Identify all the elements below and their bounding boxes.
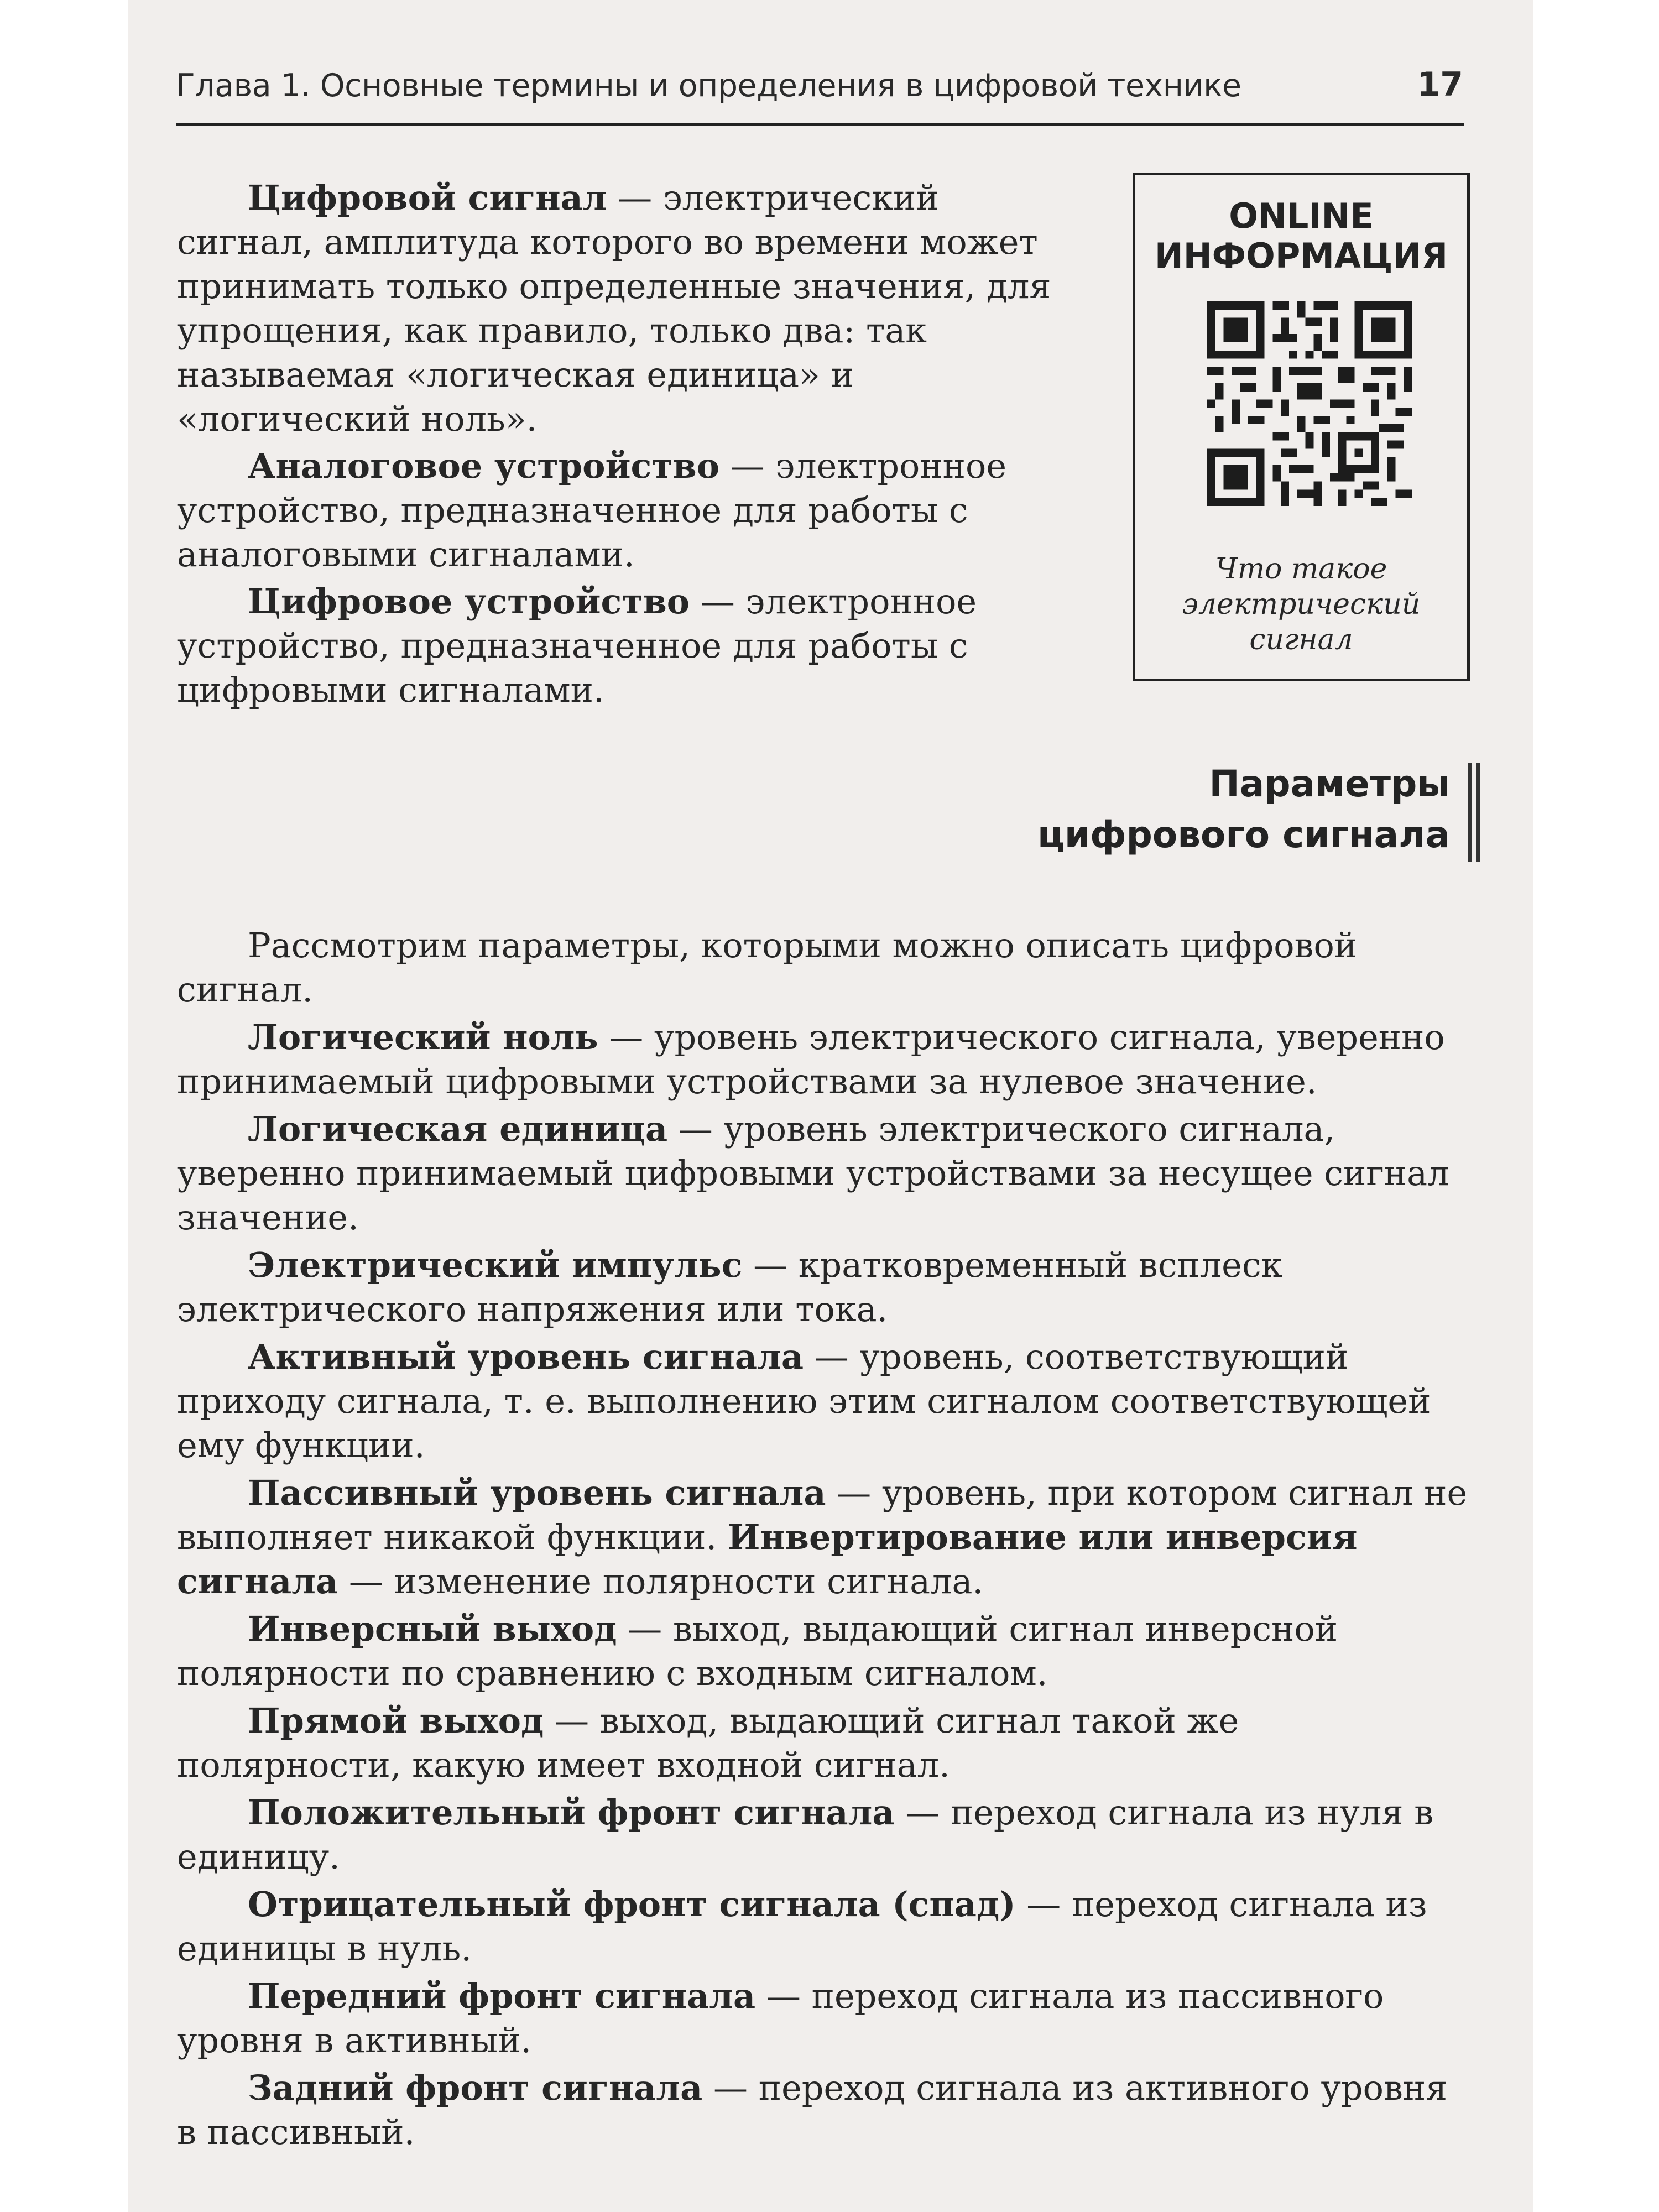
definition-text: — изменение полярности сигнала. <box>338 1561 984 1601</box>
definition-analog-device <box>177 444 1084 577</box>
page-number: 17 <box>1417 65 1463 104</box>
definition-text: — переход сигнала из единицы в нуль. <box>177 1884 1427 1969</box>
definition-text: — электрический сигнал, амплитуда которого во времени может принимать только определенные значения, для упрощения, как правило, только два: так называемая «логическая единица» и «логический ноль». <box>177 178 1051 439</box>
intro-paragraph: Рассмотрим параметры, которыми можно описать цифровой сигнал. <box>177 925 1358 1010</box>
term: Логическая единица <box>248 1109 668 1149</box>
definition-text: — электронное устройство, предназначенное для работы с цифровыми сигналами. <box>177 581 977 710</box>
definition-item <box>177 2066 1471 2154</box>
caption-line: Что такое <box>1215 552 1387 586</box>
term: Цифровой сигнал <box>248 178 607 218</box>
definition-text: — уровень, соответствующий приходу сигнала, т. е. выполнению этим сигналом соответствующей ему функции. <box>177 1337 1431 1465</box>
definition-item <box>177 1471 1471 1604</box>
section-heading <box>1037 759 1450 860</box>
definition-item <box>177 1607 1471 1695</box>
online-info-title <box>1135 196 1467 276</box>
heading-bar <box>1468 763 1472 862</box>
definition-item <box>177 1243 1471 1332</box>
term: Задний фронт сигнала <box>248 2068 703 2108</box>
definition-item <box>177 1107 1471 1240</box>
definition-text: — электронное устройство, предназначенное для работы с аналоговыми сигналами. <box>177 446 1007 575</box>
definition-item <box>177 1791 1471 1879</box>
definition-text: — переход сигнала из активного уровня в пассивный. <box>177 2068 1448 2152</box>
chapter-title: Глава 1. Основные термины и определения в цифровой технике <box>176 67 1241 104</box>
page-header <box>176 65 1464 126</box>
definition-item <box>177 1974 1471 2063</box>
definition-item <box>177 1882 1471 1971</box>
definition-text: — уровень электрического сигнала, уверенно принимаемый цифровыми устройствами за нулевое значение. <box>177 1017 1445 1102</box>
definition-text: — выход, выдающий сигнал инверсной полярности по сравнению с входным сигналом. <box>177 1609 1338 1693</box>
section-heading-line: цифрового сигнала <box>1037 813 1450 856</box>
qr-code-icon[interactable] <box>1207 301 1412 506</box>
term: Активный уровень сигнала <box>248 1337 804 1377</box>
definition-text: — выход, выдающий сигнал такой же полярности, какую имеет входной сигнал. <box>177 1700 1239 1785</box>
caption-line: сигнал <box>1249 623 1353 656</box>
term: Инвертирование или инверсия сигнала <box>177 1517 1358 1601</box>
term: Положительный фронт сигнала <box>248 1792 895 1833</box>
term: Пассивный уровень сигнала <box>248 1473 826 1513</box>
heading-bar <box>1476 763 1480 862</box>
definition-item <box>177 1335 1471 1468</box>
online-info-caption <box>1135 551 1467 658</box>
definitions-list <box>177 924 1471 2158</box>
definition-text: — переход сигнала из нуля в единицу. <box>177 1792 1434 1877</box>
term: Отрицательный фронт сигнала (спад) <box>248 1884 1016 1924</box>
term: Логический ноль <box>248 1017 598 1057</box>
definition-text: — переход сигнала из пассивного уровня в активный. <box>177 1976 1384 2060</box>
caption-line: электрический <box>1182 588 1421 621</box>
definition-text: — кратковременный всплеск электрического напряжения или тока. <box>177 1245 1283 1329</box>
definition-text: — уровень, при котором сигнал не выполняет никакой функции. <box>177 1473 1468 1557</box>
definition-digital-signal <box>177 176 1084 441</box>
heading-decoration <box>1468 763 1481 862</box>
online-title-line: ONLINE <box>1229 196 1374 236</box>
online-info-box <box>1133 173 1470 681</box>
term: Инверсный выход <box>248 1609 617 1649</box>
term: Передний фронт сигнала <box>248 1976 756 2016</box>
term: Цифровое устройство <box>248 581 690 622</box>
definition-digital-device <box>177 580 1084 712</box>
term: Прямой выход <box>248 1700 544 1741</box>
book-page <box>128 0 1533 2212</box>
top-definitions <box>177 176 1084 713</box>
definition-text: — уровень электрического сигнала, уверенно принимаемый цифровыми устройствами за несущее сигнал значение. <box>177 1109 1449 1238</box>
online-title-line: ИНФОРМАЦИЯ <box>1154 236 1448 276</box>
term: Электрический импульс <box>248 1245 743 1285</box>
definition-item <box>177 1015 1471 1104</box>
term: Аналоговое устройство <box>248 446 720 486</box>
section-heading-line: Параметры <box>1209 763 1450 805</box>
definition-item <box>177 1699 1471 1787</box>
